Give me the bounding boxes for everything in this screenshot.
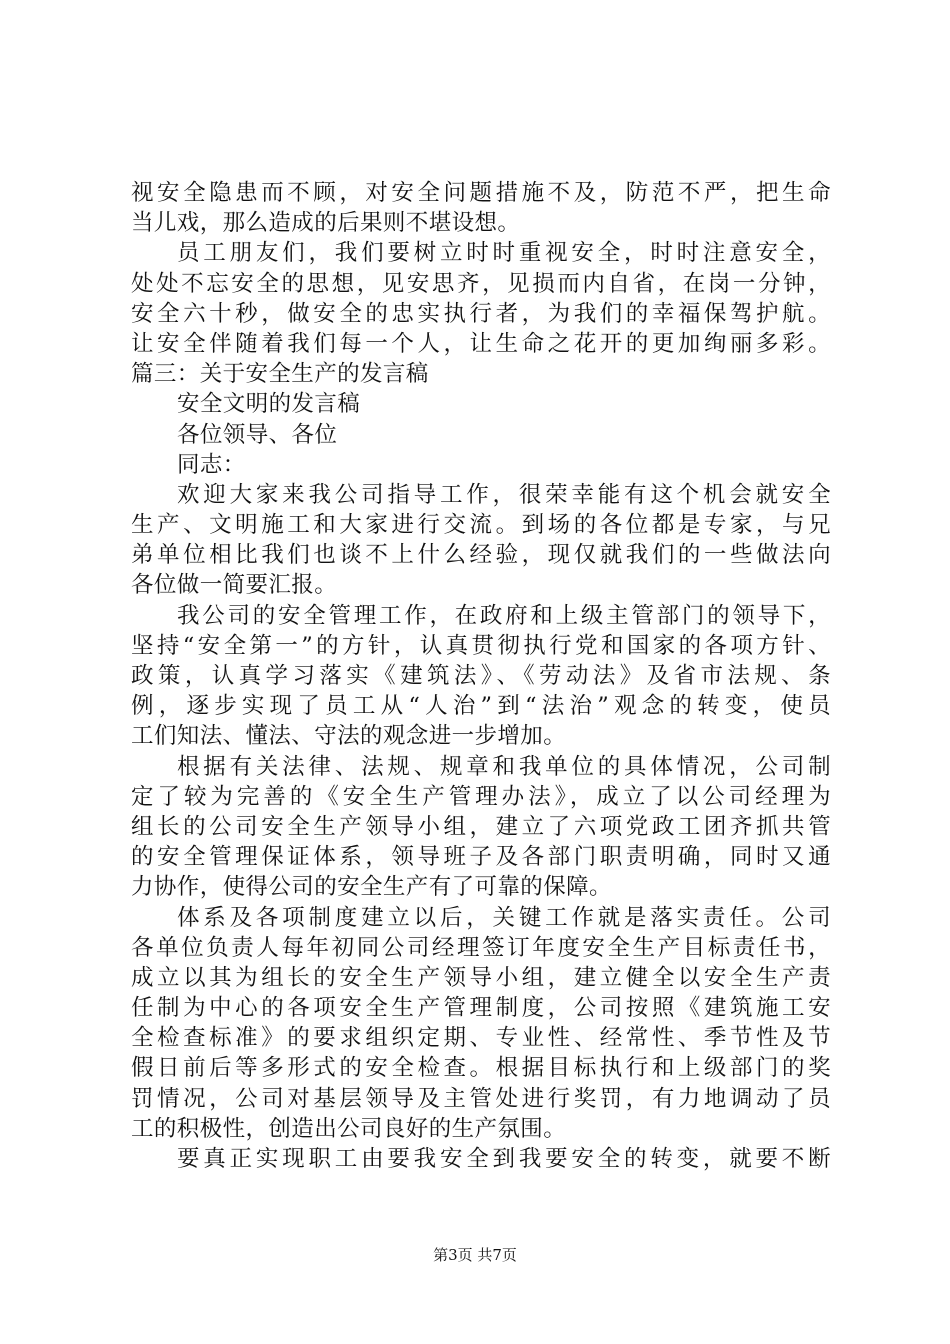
paragraph-start-line: 我公司的安全管理工作，在政府和上级主管部门的领导下， bbox=[177, 602, 831, 629]
text-line: 让安全伴随着我们每一个人，让生命之花开的更加绚丽多彩。 bbox=[131, 330, 831, 357]
text-line: 工们知法、懂法、守法的观念进一步增加。 bbox=[131, 723, 567, 750]
text-line: 任制为中心的各项安全生产管理制度，公司按照《建筑施工安 bbox=[131, 995, 831, 1022]
text-line: 政策，认真学习落实《建筑法》、《劳动法》及省市法规、条 bbox=[131, 663, 831, 689]
text-line: 例，逐步实现了员工从“人治”到“法治”观念的转变，使员 bbox=[131, 693, 831, 720]
text-line: 全检查标准》的要求组织定期、专业性、经常性、季节性及节 bbox=[131, 1025, 831, 1052]
salutation-line: 各位领导、各位 bbox=[177, 421, 338, 448]
text-line: 工的积极性，创造出公司良好的生产氛围。 bbox=[131, 1115, 567, 1142]
text-line: 假日前后等多形式的安全检查。根据目标执行和上级部门的奖 bbox=[131, 1055, 831, 1082]
text-line: 力协作，使得公司的安全生产有了可靠的保障。 bbox=[131, 874, 612, 901]
text-line: 处处不忘安全的思想，见安思齐，见损而内自省，在岗一分钟， bbox=[131, 270, 831, 297]
text-line: 各位做一简要汇报。 bbox=[131, 572, 338, 599]
text-line: 罚情况，公司对基层领导及主管处进行奖罚，有力地调动了员 bbox=[131, 1085, 831, 1112]
text-line: 坚持“安全第一”的方针，认真贯彻执行党和国家的各项方针、 bbox=[131, 632, 831, 659]
page-number-footer: 第3页 共7页 bbox=[433, 1246, 517, 1264]
document-body bbox=[131, 178, 831, 1174]
paragraph-start-line: 欢迎大家来我公司指导工作，很荣幸能有这个机会就安全 bbox=[177, 481, 831, 508]
text-line: 各单位负责人每年初同公司经理签订年度安全生产目标责任书， bbox=[131, 934, 831, 961]
text-line: 定了较为完善的《安全生产管理办法》，成立了以公司经理为 bbox=[131, 783, 831, 810]
text-line: 视安全隐患而不顾，对安全问题措施不及，防范不严，把生命 bbox=[131, 180, 831, 206]
text-line: 的安全管理保证体系，领导班子及各部门职责明确，同时又通 bbox=[131, 844, 831, 871]
text-line: 弟单位相比我们也谈不上什么经验，现仅就我们的一些做法向 bbox=[131, 542, 831, 569]
section-heading: 篇三：关于安全生产的发言稿 bbox=[131, 361, 429, 388]
text-line: 生产、文明施工和大家进行交流。到场的各位都是专家，与兄 bbox=[131, 512, 831, 539]
paragraph-start-line: 根据有关法律、法规、规章和我单位的具体情况，公司制 bbox=[177, 753, 831, 780]
text-line: 安全六十秒，做安全的忠实执行者，为我们的幸福保驾护航。 bbox=[131, 300, 831, 327]
salutation-line: 同志： bbox=[177, 451, 246, 478]
text-line: 成立以其为组长的安全生产领导小组，建立健全以安全生产责 bbox=[131, 964, 831, 991]
text-line: 当儿戏，那么造成的后果则不堪设想。 bbox=[131, 210, 521, 237]
paragraph-start-line: 员工朋友们，我们要树立时时重视安全，时时注意安全， bbox=[177, 240, 831, 267]
text-line: 组长的公司安全生产领导小组，建立了六项党政工团齐抓共管 bbox=[131, 813, 831, 840]
speech-title: 安全文明的发言稿 bbox=[177, 391, 361, 418]
paragraph-start-line: 体系及各项制度建立以后，关键工作就是落实责任。公司 bbox=[177, 904, 831, 931]
paragraph-start-line: 要真正实现职工由要我安全到我要安全的转变，就要不断 bbox=[177, 1146, 831, 1172]
